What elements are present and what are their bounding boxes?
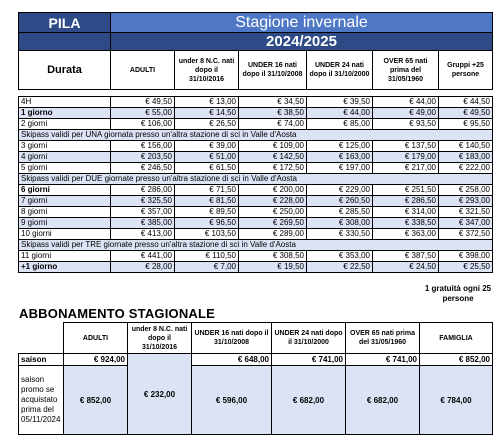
price-cell: € 7,00 [175,262,239,273]
price-cell: € 39,50 [307,97,373,108]
column-header: under 8 N.C. nati dopo il 31/10/2016 [128,323,192,354]
location-label: PILA [19,13,111,33]
price-cell: € 596,00 [192,366,272,435]
price-cell: € 85,00 [307,119,373,130]
price-cell: € 924,00 [64,354,128,366]
price-cell: € 197,00 [307,163,373,174]
price-cell: € 413,00 [111,229,175,240]
price-cell: € 217,00 [373,163,439,174]
duration-label: 4H [19,97,111,108]
price-cell: € 682,00 [272,366,346,435]
duration-label: 1 giorno [19,108,111,119]
column-header: FAMIGLIA [420,323,493,354]
price-cell: € 179,00 [373,152,439,163]
price-row [19,108,493,119]
price-cell: € 137,50 [373,141,439,152]
price-cell: € 269,50 [239,218,307,229]
price-cell: € 49,00 [373,108,439,119]
price-cell: € 19,50 [239,262,307,273]
price-cell: € 308,00 [307,218,373,229]
price-cell: € 441,00 [111,251,175,262]
duration-label: 8 giorni [19,207,111,218]
price-cell: € 330,50 [307,229,373,240]
duration-label: 5 giorni [19,163,111,174]
price-cell: € 398,00 [439,251,493,262]
price-cell: € 222,00 [439,163,493,174]
price-cell: € 314,00 [373,207,439,218]
price-cell: € 25,50 [439,262,493,273]
price-cell: € 250,00 [239,207,307,218]
column-header: ADULTI [111,51,175,90]
price-row [19,141,493,152]
price-cell: € 125,00 [307,141,373,152]
price-cell: € 260,50 [307,196,373,207]
duration-label: 9 giorni [19,218,111,229]
price-cell: € 28,00 [111,262,175,273]
column-header: OVER 65 nati prima del 31/05/1960 [346,323,420,354]
price-cell: € 232,00 [128,354,192,435]
price-cell: € 39,00 [175,141,239,152]
info-text: Skipass validi per DUE giornate presso un'altra stazione di sci in Valle d'Aosta [19,174,493,185]
group-note: 1 gratuità ogni 25 persone [424,284,492,303]
price-cell: € 163,00 [307,152,373,163]
price-cell: € 321,50 [439,207,493,218]
abbonamento-title: ABBONAMENTO STAGIONALE [19,306,216,321]
price-header [18,12,493,90]
price-cell: € 156,00 [111,141,175,152]
price-cell: € 372,50 [439,229,493,240]
price-row [19,185,493,196]
column-header: UNDER 24 nati dopo il 31/10/2000 [307,51,373,90]
price-cell: € 228,00 [239,196,307,207]
price-cell: € 286,50 [373,196,439,207]
price-cell: € 96,50 [175,218,239,229]
price-cell: € 741,00 [272,354,346,366]
price-row [19,152,493,163]
saison-label: saison [19,354,64,366]
duration-label: 10 giorni [19,229,111,240]
price-cell: € 34,50 [239,97,307,108]
price-cell: € 14,50 [175,108,239,119]
price-cell: € 71,50 [175,185,239,196]
column-header: under 8 N.C. nati dopo il 31/10/2016 [175,51,239,90]
duration-label: 6 giorni [19,185,111,196]
column-header: OVER 65 nati prima del 31/05/1960 [373,51,439,90]
abbonamento-corner [19,323,64,354]
price-cell: € 363,00 [373,229,439,240]
price-cell: € 258,00 [439,185,493,196]
price-cell: € 44,00 [373,97,439,108]
price-row [19,196,493,207]
duration-label: 11 giorni [19,251,111,262]
price-cell: € 61,50 [175,163,239,174]
price-cell: € 93,50 [373,119,439,130]
price-cell: € 385,00 [111,218,175,229]
price-cell: € 172,50 [239,163,307,174]
info-text: Skipass validi per UNA giornata presso un'altra stazione di sci in Valle d'Aosta [19,130,493,141]
price-cell: € 26,50 [175,119,239,130]
price-cell: € 38,50 [239,108,307,119]
info-row [19,174,493,185]
info-text: Skipass validi per TRE giornate presso un'altra stazione di sci in Valle d'Aosta [19,240,493,251]
header-spacer [19,33,111,51]
price-cell: € 106,00 [111,119,175,130]
season-title: Stagione invernale [111,13,493,33]
info-row [19,240,493,251]
price-row [19,251,493,262]
abbonamento-table [18,322,493,435]
price-cell: € 387,50 [373,251,439,262]
duration-label: 3 giorni [19,141,111,152]
price-cell: € 95,50 [439,119,493,130]
price-cell: € 682,00 [346,366,420,435]
price-cell: € 251,50 [373,185,439,196]
price-cell: € 142,50 [239,152,307,163]
price-cell: € 44,00 [307,108,373,119]
price-cell: € 103,50 [175,229,239,240]
price-cell: € 289,00 [239,229,307,240]
column-header: UNDER 16 nati dopo il 31/10/2008 [239,51,307,90]
price-cell: € 24,50 [373,262,439,273]
price-cell: € 55,00 [111,108,175,119]
price-cell: € 140,50 [439,141,493,152]
price-cell: € 325,50 [111,196,175,207]
season-years: 2024/2025 [111,33,493,51]
price-row [19,218,493,229]
duration-label: +1 giorno [19,262,111,273]
price-cell: € 648,00 [192,354,272,366]
price-row [19,207,493,218]
column-header: UNDER 24 nati dopo il 31/10/2000 [272,323,346,354]
info-row [19,130,493,141]
price-cell: € 22,50 [307,262,373,273]
price-cell: € 200,00 [239,185,307,196]
price-row [19,163,493,174]
price-cell: € 74,00 [239,119,307,130]
price-cell: € 293,00 [439,196,493,207]
price-cell: € 49,50 [439,108,493,119]
price-cell: € 183,00 [439,152,493,163]
price-cell: € 229,00 [307,185,373,196]
price-cell: € 286,00 [111,185,175,196]
price-cell: € 13,00 [175,97,239,108]
price-cell: € 89,50 [175,207,239,218]
price-cell: € 49,50 [111,97,175,108]
price-cell: € 246,50 [111,163,175,174]
column-header: ADULTI [64,323,128,354]
price-cell: € 110,50 [175,251,239,262]
price-cell: € 308,50 [239,251,307,262]
durata-header: Durata [19,51,111,90]
price-cell: € 852,00 [420,354,493,366]
price-cell: € 338,50 [373,218,439,229]
price-cell: € 203,50 [111,152,175,163]
price-cell: € 285,50 [307,207,373,218]
duration-label: 2 giorni [19,119,111,130]
price-row [19,229,493,240]
price-cell: € 852,00 [64,366,128,435]
price-cell: € 357,00 [111,207,175,218]
price-row [19,119,493,130]
promo-label: saison promo se acquistato prima del 05/11/2024 [19,366,64,435]
price-table [18,96,493,273]
price-row [19,97,493,108]
price-cell: € 784,00 [420,366,493,435]
price-cell: € 347,00 [439,218,493,229]
price-row [19,262,493,273]
column-header: UNDER 16 nati dopo il 31/10/2008 [192,323,272,354]
column-header: Gruppi +25 persone [439,51,493,90]
price-cell: € 741,00 [346,354,420,366]
duration-label: 4 giorni [19,152,111,163]
price-cell: € 353,00 [307,251,373,262]
price-cell: € 109,00 [239,141,307,152]
price-cell: € 51,00 [175,152,239,163]
price-cell: € 81,50 [175,196,239,207]
price-cell: € 44,50 [439,97,493,108]
duration-label: 7 giorni [19,196,111,207]
